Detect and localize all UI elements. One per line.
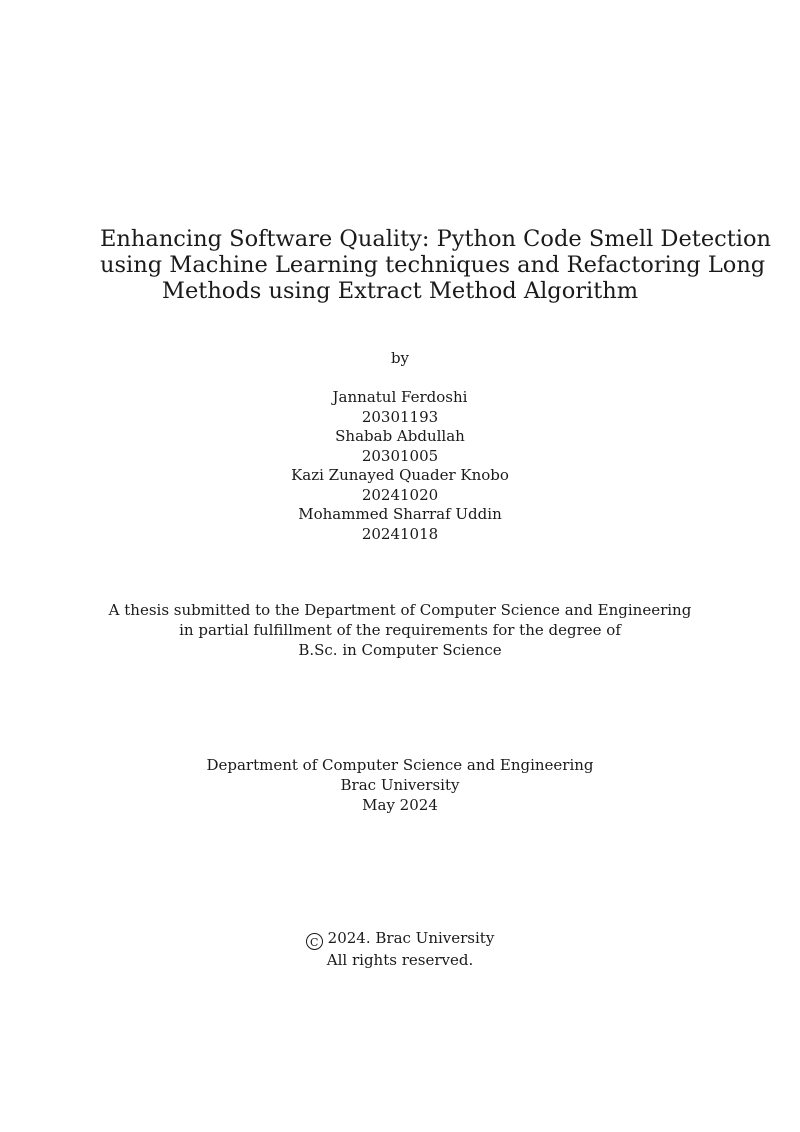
submission-date: May 2024 [362,796,438,814]
copyright-line [0,928,800,950]
author-id: 20241020 [361,485,439,504]
statement-line-2: in partial fulfillment of the requirements for the degree of [179,621,621,639]
copyright-icon: C [306,933,323,950]
author-id: 20241018 [361,524,439,543]
author-name: Jannatul Ferdoshi [332,388,468,406]
by-label: by [390,349,410,367]
author-id: 20301005 [361,446,439,465]
author-name: Shabab Abdullah [335,427,465,445]
thesis-statement [0,600,800,660]
author-id: 20301193 [361,407,439,426]
title-line-1: Enhancing Software Quality: Python Code Smell Detection [100,226,772,252]
university-name: Brac University [340,776,460,794]
institution-block [0,755,800,815]
department-name: Department of Computer Science and Engineering [206,756,594,774]
title-line-2: using Machine Learning techniques and Refactoring Long [100,252,766,278]
rights-statement: All rights reserved. [326,951,474,969]
copyright-block [0,928,800,970]
author-name: Kazi Zunayed Quader Knobo [291,466,509,484]
thesis-title [100,226,772,304]
statement-line-1: A thesis submitted to the Department of Computer Science and Engineering [108,601,692,619]
title-line-3: Methods using Extract Method Algorithm [161,278,639,304]
author-name: Mohammed Sharraf Uddin [298,505,502,523]
copyright-text: 2024. Brac University [327,929,495,947]
statement-line-3: B.Sc. in Computer Science [298,641,502,659]
author-list [0,388,800,544]
